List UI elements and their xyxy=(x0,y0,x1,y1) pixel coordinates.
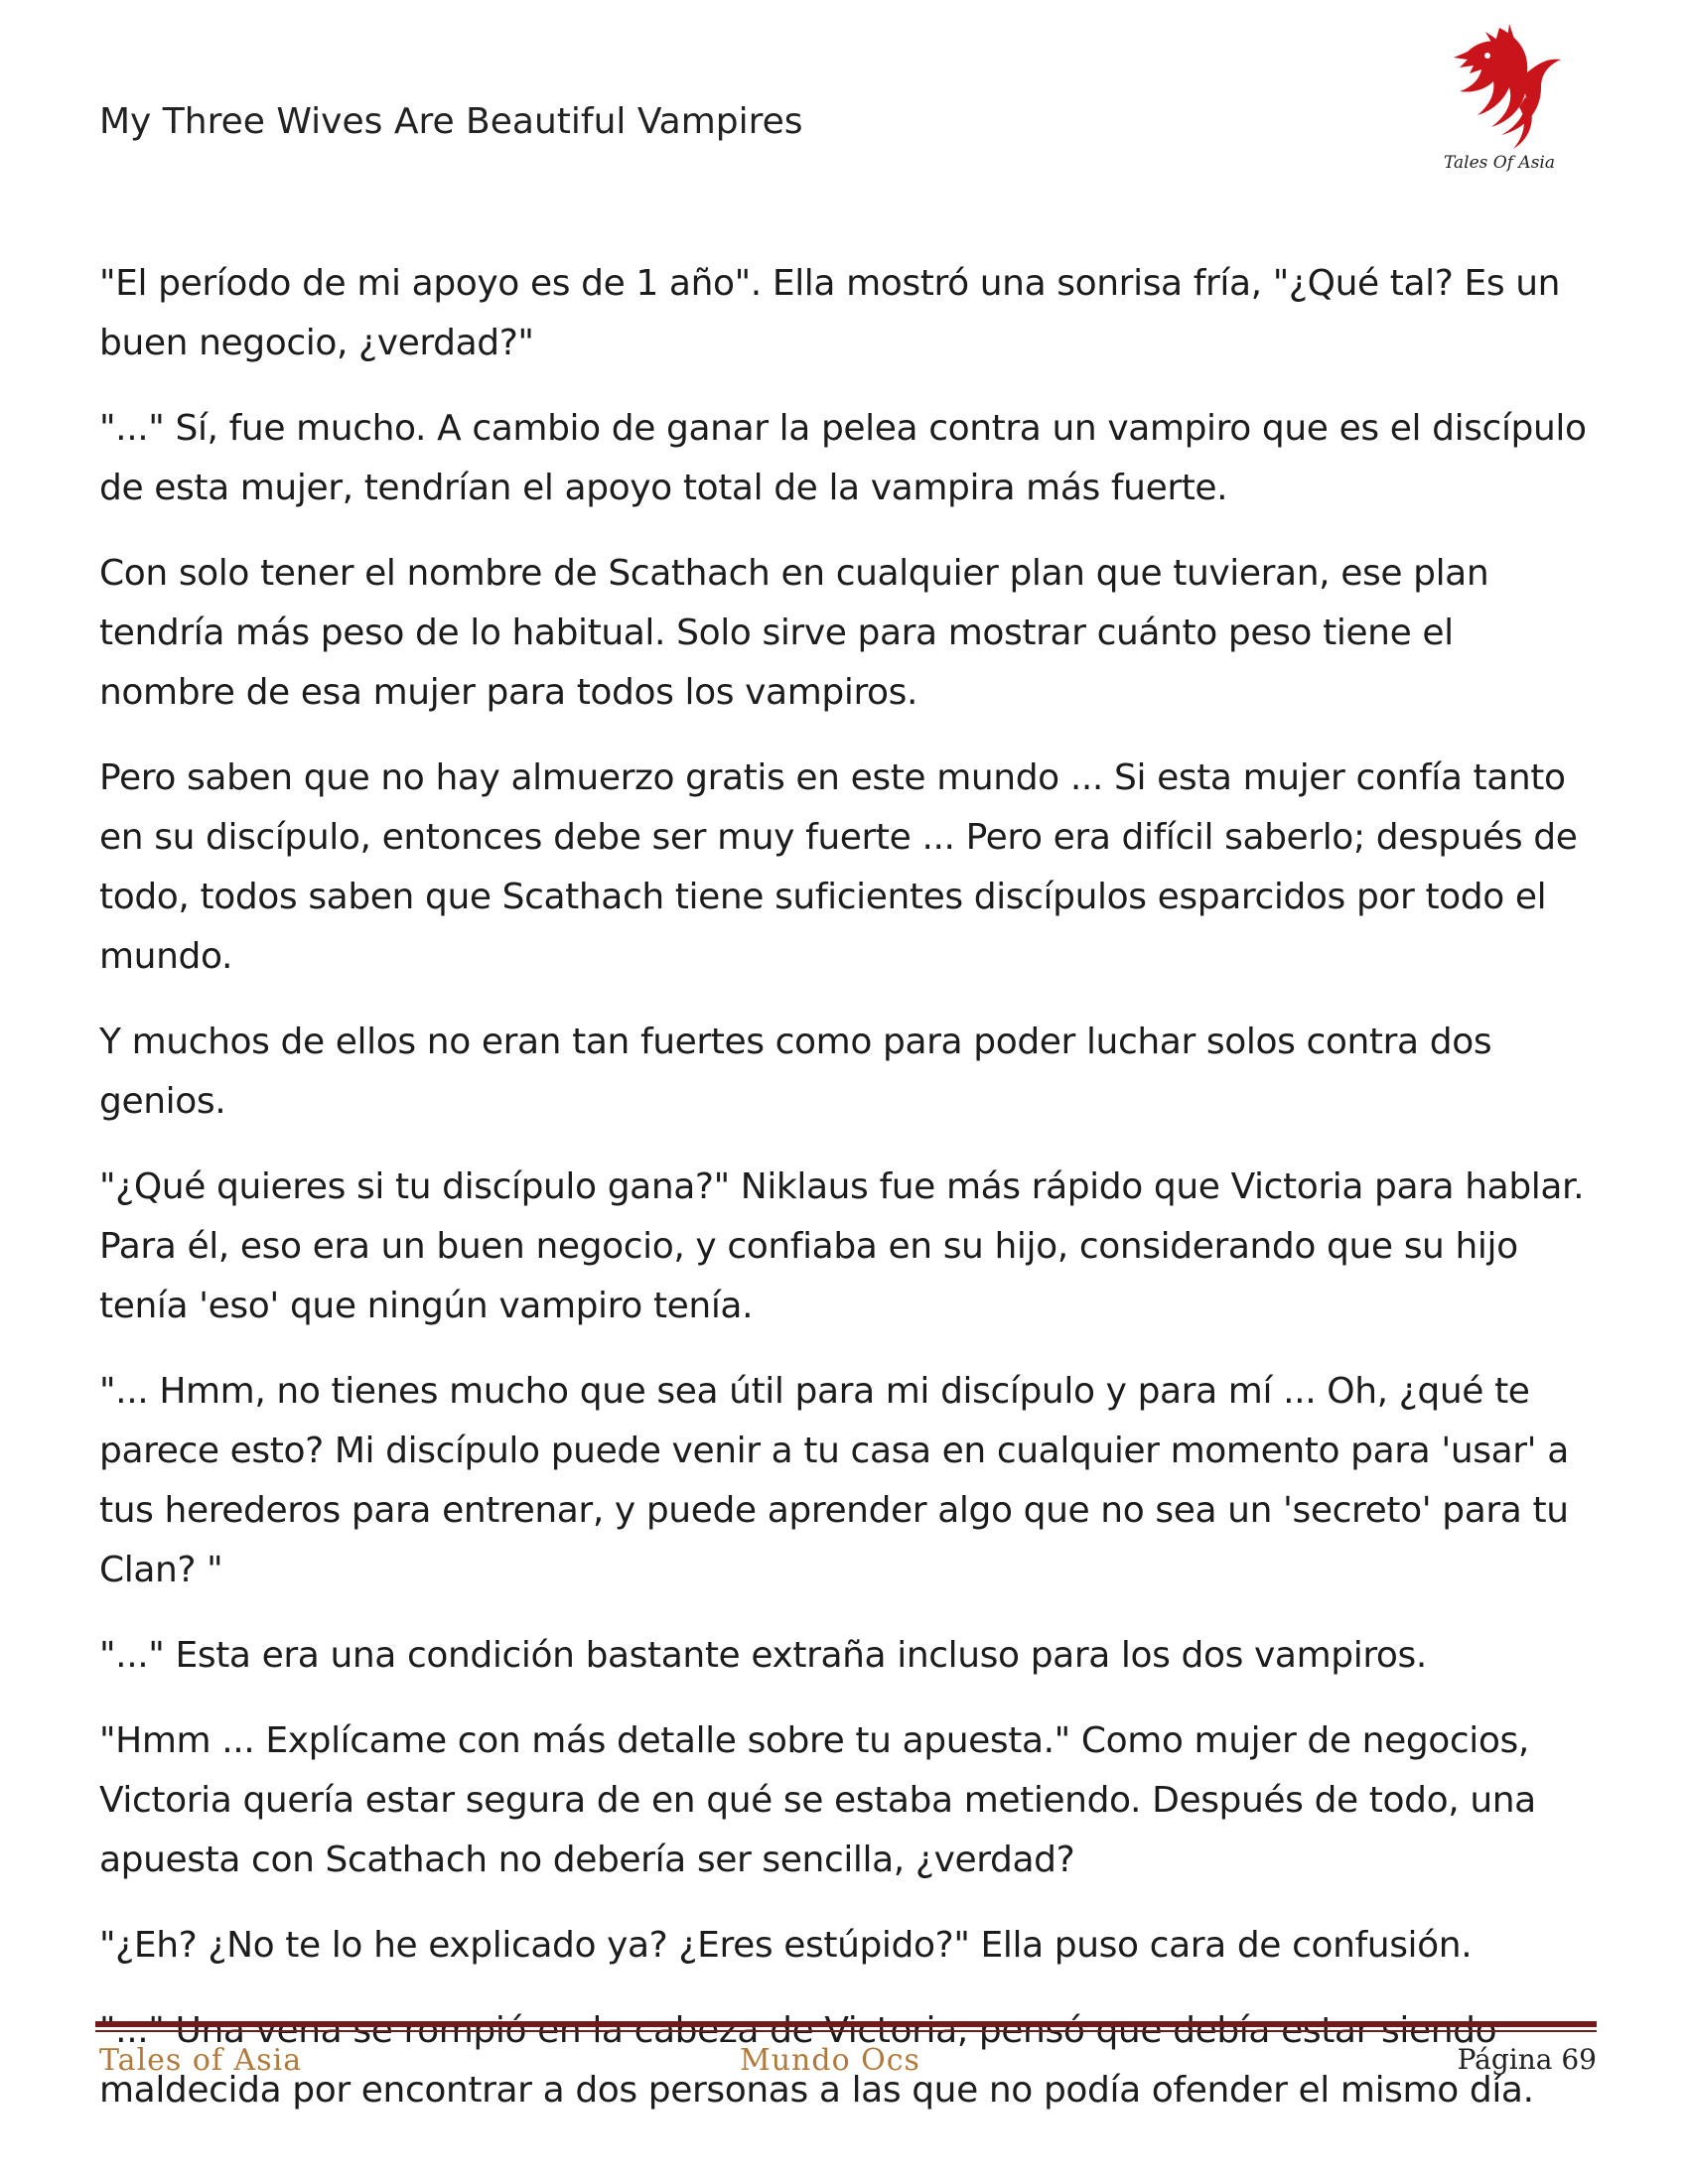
logo-text: Tales Of Asia xyxy=(1444,153,1555,173)
paragraph: "..." Sí, fue mucho. A cambio de ganar la pelea contra un vampiro que es el discípulo de esta mujer, tendrían el apoyo total de la vampira más fuerte. xyxy=(99,408,1587,508)
footer-translator: Mundo Ocs xyxy=(740,2043,920,2078)
red-dragon-icon xyxy=(1430,18,1569,157)
paragraph: maldecida por encontrar a dos personas a las que no podía ofender el mismo día. xyxy=(99,2070,1534,2111)
paragraph: Pero saben que no hay almuerzo gratis en este mundo ... Si esta mujer confía tanto en su discípulo, entonces debe ser muy fuerte ... Pero era difícil saberlo; después de todo, todos saben que Scathach tiene suficientes discípulos esparcidos por todo el mundo. xyxy=(99,757,1578,977)
paragraph: "¿Qué quieres si tu discípulo gana?" Niklaus fue más rápido que Victoria para hablar. Para él, eso era un buen negocio, y confiaba en su hijo, considerando que su hijo tenía 'eso' que ningún vampiro tenía. xyxy=(99,1166,1585,1326)
paragraph: "..." Esta era una condición bastante extraña incluso para los dos vampiros. xyxy=(99,1635,1427,1676)
footer-divider xyxy=(95,2021,1597,2027)
page-number: Página 69 xyxy=(1457,2043,1597,2076)
paragraph: Con solo tener el nombre de Scathach en cualquier plan que tuvieran, ese plan tendría más peso de lo habitual. Solo sirve para mostrar cuánto peso tiene el nombre de esa mujer para todos los vampiros. xyxy=(99,553,1489,713)
page-body xyxy=(99,254,1599,2146)
paragraph: Y muchos de ellos no eran tan fuertes como para poder luchar solos contra dos genios. xyxy=(99,1022,1492,1122)
footer-divider-thin xyxy=(95,2030,1597,2032)
paragraph: "¿Eh? ¿No te lo he explicado ya? ¿Eres estúpido?" Ella puso cara de confusión. xyxy=(99,1925,1473,1966)
paragraph: "... Hmm, no tienes mucho que sea útil para mi discípulo y para mí ... Oh, ¿qué te parece esto? Mi discípulo puede venir a tu casa en cualquier momento para 'usar' a tus herederos para entrenar, y puede aprender algo que no sea un 'secreto' para tu Clan? " xyxy=(99,1371,1569,1590)
paragraph: "El período de mi apoyo es de 1 año". Ella mostró una sonrisa fría, "¿Qué tal? Es un buen negocio, ¿verdad?" xyxy=(99,263,1561,363)
document-title: My Three Wives Are Beautiful Vampires xyxy=(99,101,803,142)
tales-of-asia-logo xyxy=(1430,18,1569,182)
footer-publisher: Tales of Asia xyxy=(99,2043,303,2078)
paragraph: "Hmm ... Explícame con más detalle sobre tu apuesta." Como mujer de negocios, Victoria quería estar segura de en qué se estaba metiendo. Después de todo, una apuesta con Scathach no debería ser sencilla, ¿verdad? xyxy=(99,1720,1536,1880)
